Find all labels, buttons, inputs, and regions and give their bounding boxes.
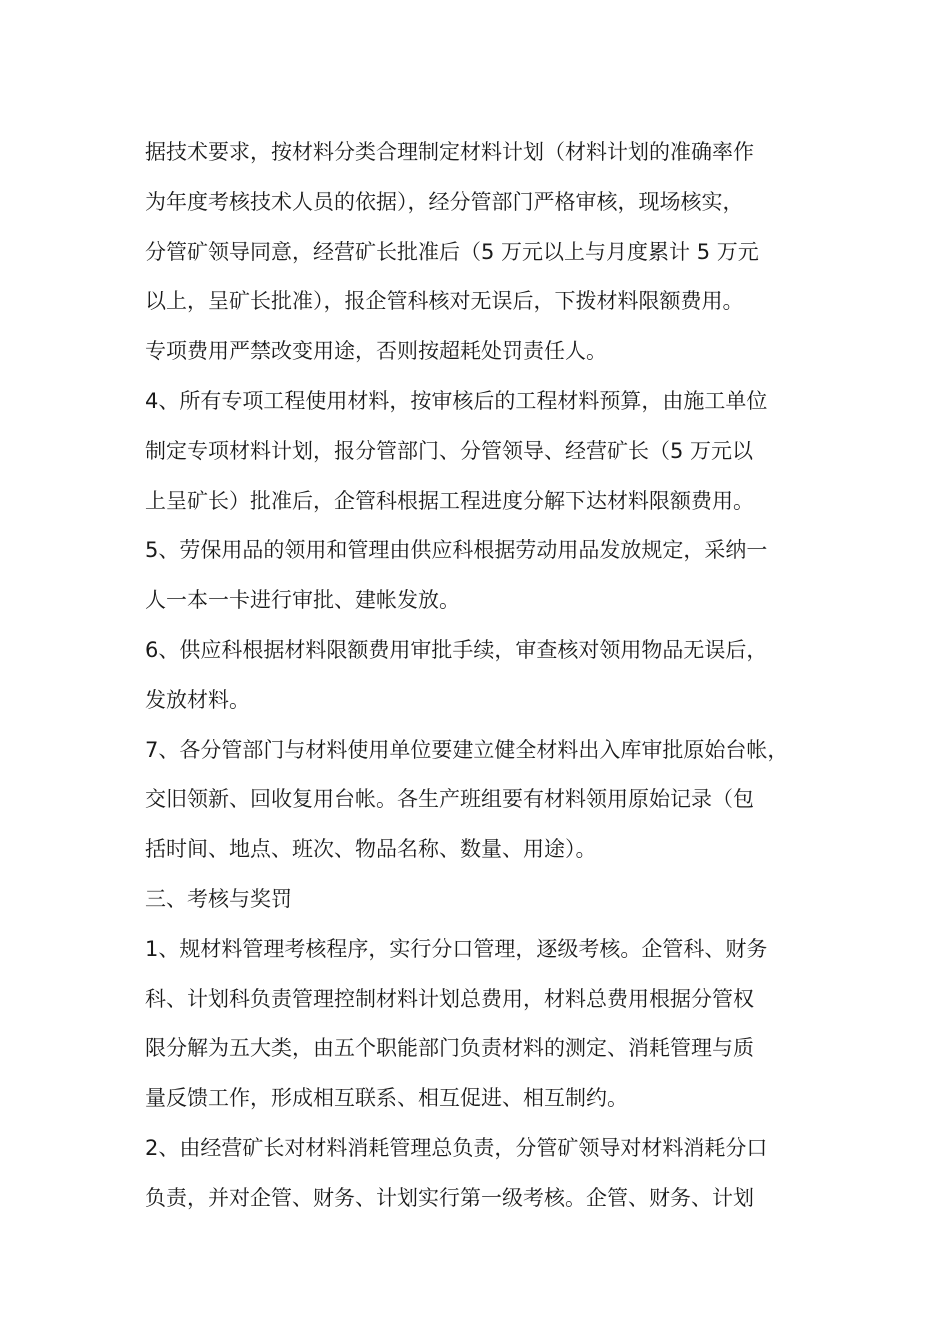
text-line: 为年度考核技术人员的依据），经分管部门严格审核，现场核实， [145,189,744,214]
text-line: 7、各分管部门与材料使用单位要建立健全材料出入库审批原始台帐， [145,737,789,762]
text-line: 交旧领新、回收复用台帐。各生产班组要有材料领用原始记录（包 [145,787,754,812]
text-line: 限分解为五大类，由五个职能部门负责材料的测定、消耗管理与质 [145,1036,754,1061]
body-text [145,128,825,1224]
text-line: 专项费用严禁改变用途，否则按超耗处罚责任人。 [145,339,607,364]
text-line: 2、由经营矿长对材料消耗管理总负责，分管矿领导对材料消耗分口 [145,1135,768,1160]
text-line: 人一本一卡进行审批、建帐发放。 [145,588,460,613]
text-line: 量反馈工作，形成相互联系、相互促进、相互制约。 [145,1086,628,1111]
text-line: 4、所有专项工程使用材料，按审核后的工程材料预算，由施工单位 [145,388,768,413]
text-line: 据技术要求，按材料分类合理制定材料计划（材料计划的准确率作 [145,140,754,164]
text-line: 1、规材料管理考核程序，实行分口管理，逐级考核。企管科、财务 [145,936,768,961]
text-line: 5、劳保用品的领用和管理由供应科根据劳动用品发放规定，采纳一 [145,538,768,563]
text-line: 以上，呈矿长批准），报企管科核对无误后，下拨材料限额费用。 [145,289,744,314]
text-line: 分管矿领导同意，经营矿长批准后（5 万元以上与月度累计 5 万元 [145,239,759,264]
text-line: 上呈矿长）批准后，企管科根据工程进度分解下达材料限额费用。 [145,488,754,513]
section-heading: 三、考核与奖罚 [145,886,292,911]
text-line: 科、计划科负责管理控制材料计划总费用，材料总费用根据分管权 [145,986,754,1011]
text-line: 制定专项材料计划，报分管部门、分管领导、经营矿长（5 万元以 [145,438,754,463]
text-line: 括时间、地点、班次、物品名称、数量、用途）。 [145,837,597,862]
text-line: 发放材料。 [145,687,250,712]
text-line: 6、供应科根据材料限额费用审批手续，审查核对领用物品无误后， [145,637,768,662]
text-line: 负责，并对企管、财务、计划实行第一级考核。企管、财务、计划 [145,1185,754,1210]
